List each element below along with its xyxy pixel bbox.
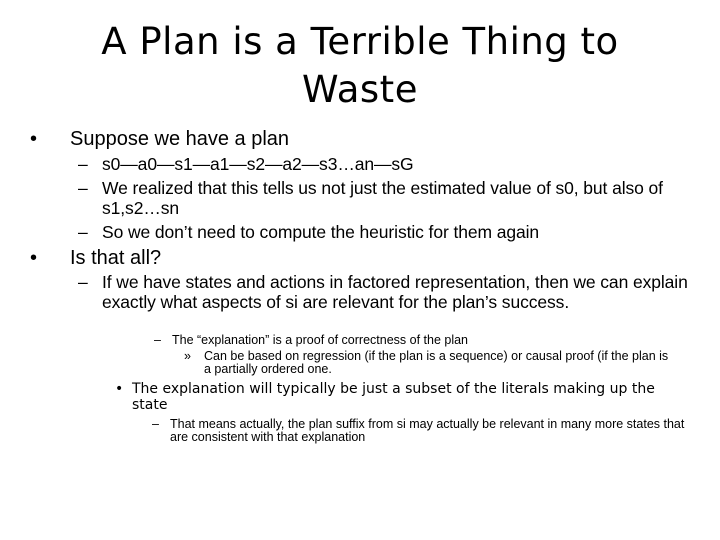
bullet-item: Can be based on regression (if the plan is a sequence) or causal proof (if the plan is a partially ordered one. — [204, 349, 669, 376]
bullet-item: That means actually, the plan suffix from si may actually be relevant in many more states that are consistent with that explanation — [170, 417, 685, 444]
bullet-item: We realized that this tells us not just the estimated value of s0, but also of s1,s2…sn — [102, 178, 663, 218]
bullet-item: s0—a0—s1—a1—s2—a2—s3…an—sG — [102, 154, 414, 174]
bullet-dash: – — [78, 222, 88, 242]
bullet-item: The explanation will typically be just a subset of the literals making up the state — [132, 381, 655, 413]
bullet-dash: – — [78, 272, 88, 292]
bullet-dot: • — [30, 247, 38, 269]
bullet-dash: – — [78, 178, 88, 198]
bullet-dash: – — [152, 417, 159, 431]
bullet-dash: – — [154, 333, 161, 347]
bullet-chevron: » — [184, 349, 191, 363]
bullet-item: The “explanation” is a proof of correctness of the plan — [172, 333, 468, 347]
slide-title: A Plan is a Terrible Thing to Waste — [101, 20, 619, 111]
bullet-dash: – — [78, 154, 88, 174]
bullet-item: Suppose we have a plan — [70, 128, 290, 150]
bullet-item: So we don’t need to compute the heuristic for them again — [102, 222, 540, 242]
bullet-item: If we have states and actions in factored representation, then we can explain exactly what aspects of si are relevant for the plan’s success. — [102, 272, 688, 312]
bullet-dot: • — [30, 128, 38, 150]
bullet-item: Is that all? — [70, 247, 162, 269]
bullet-dot: • — [115, 381, 124, 397]
